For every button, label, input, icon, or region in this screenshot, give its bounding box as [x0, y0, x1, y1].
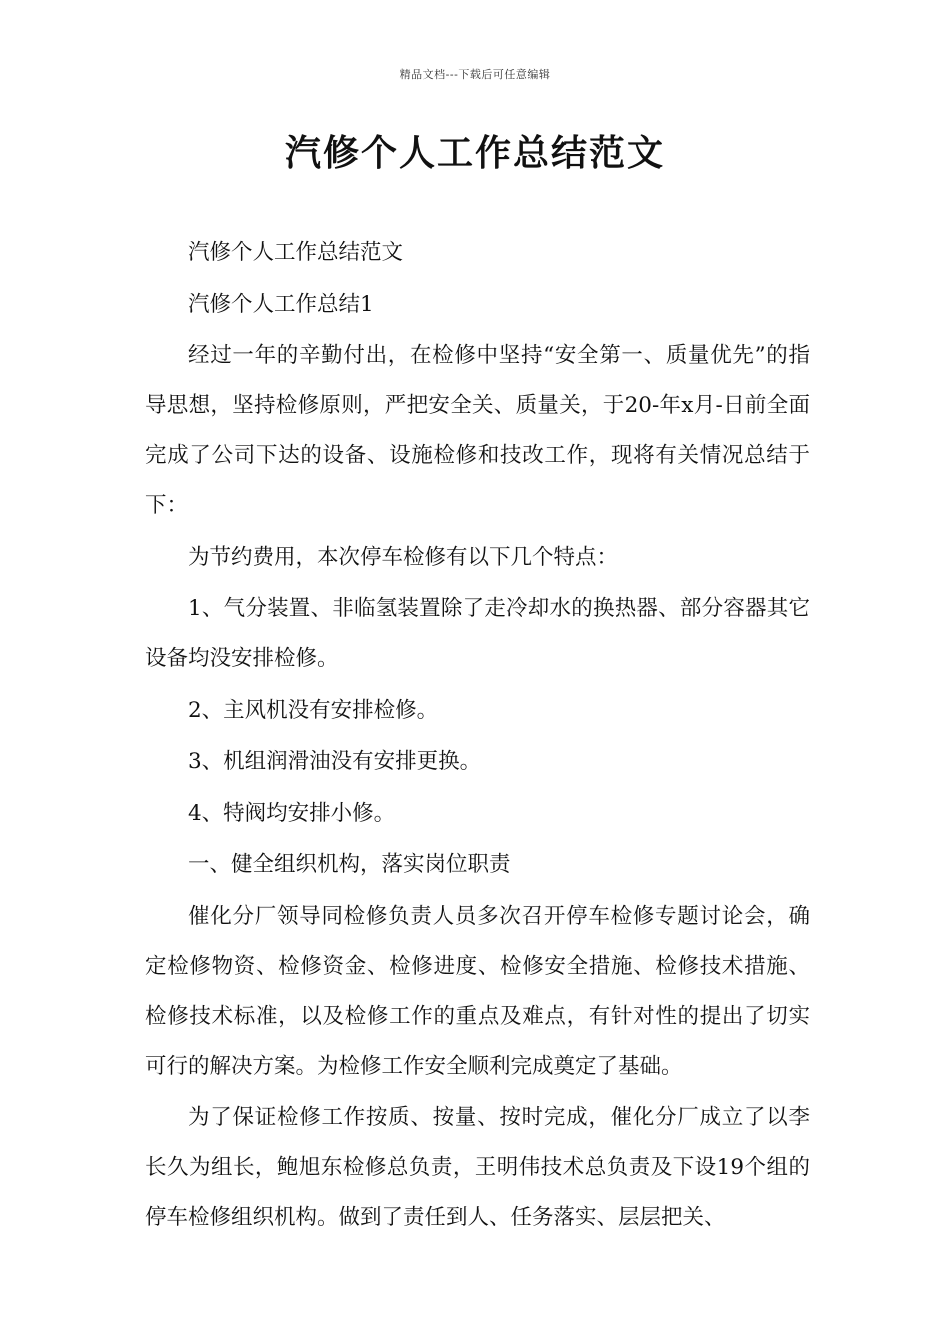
paragraph-team: 为了保证检修工作按质、按量、按时完成，催化分厂成立了以李长久为组长，鲍旭东检修总负责，王明伟技术总负责及下设19个组的停车检修组织机构。做到了责任到人、任务落实、层层把关、: [145, 1105, 810, 1230]
paragraph-intro: 经过一年的辛勤付出，在检修中坚持“安全第一、质量优先”的指导思想，坚持检修原则，严把安全关、质量关，于20-年x月-日前全面完成了公司下达的设备、设施检修和技改工作，现将有关情况总结于下：: [145, 343, 810, 518]
document-body: [145, 228, 810, 1245]
paragraph-features-lead: 为节约费用，本次停车检修有以下几个特点：: [188, 544, 619, 570]
paragraph-subtitle: 汽修个人工作总结范文: [188, 240, 404, 265]
list-item-1: 1、气分装置、非临氢装置除了走冷却水的换热器、部分容器其它设备均没安排检修。: [145, 596, 810, 671]
list-item-3: 3、机组润滑油没有安排更换。: [188, 749, 482, 774]
paragraph-organization: 催化分厂领导同检修负责人员多次召开停车检修专题讨论会，确定检修物资、检修资金、检修进度、检修安全措施、检修技术措施、检修技术标准，以及检修工作的重点及难点，有针对性的提出了切实可行的解决方案。为检修工作安全顺利完成奠定了基础。: [145, 903, 810, 1079]
document-title: 汽修个人工作总结范文: [284, 132, 665, 174]
list-item-4: 4、特阀均安排小修。: [188, 800, 396, 826]
paragraph-section-heading: 汽修个人工作总结1: [188, 291, 374, 317]
header-note: 精品文档---下载后可任意编辑: [399, 68, 551, 81]
section-heading-1: 一、健全组织机构，落实岗位职责: [188, 852, 511, 877]
list-item-2: 2、主风机没有安排检修。: [188, 697, 439, 723]
